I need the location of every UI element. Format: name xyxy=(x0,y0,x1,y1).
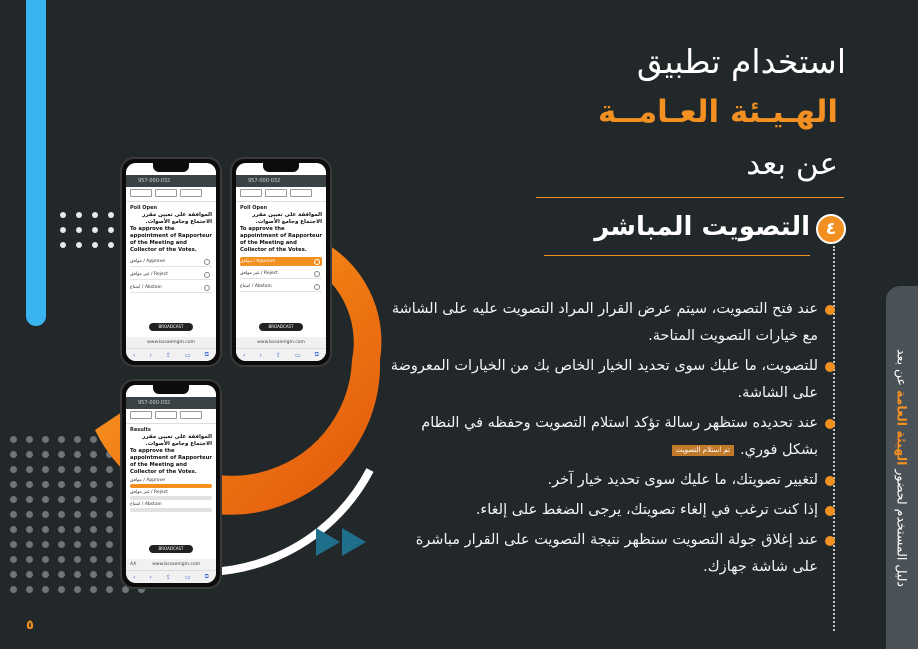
result-approve: موافق / Approve xyxy=(130,478,212,488)
share-icon[interactable]: ⇪ xyxy=(165,573,171,581)
phone-results xyxy=(120,379,222,589)
back-icon[interactable]: ‹ xyxy=(133,351,136,359)
browser-nav-bar xyxy=(236,348,326,361)
tabs-icon[interactable]: ⧉ xyxy=(204,351,209,358)
list-item xyxy=(388,497,818,524)
question-ar: الموافقة على تعيين مقرر الاجتماع وجامع الأصوات. xyxy=(142,434,212,447)
vote-option-reject[interactable]: غير موافق / Reject xyxy=(240,269,322,279)
page-number: ٥ xyxy=(26,618,34,633)
url-bar[interactable]: www.bssaemgm.com xyxy=(236,337,326,349)
share-icon[interactable]: ⇪ xyxy=(275,351,281,359)
bullet-dot xyxy=(825,362,835,372)
list-item-text: عند تحديده ستظهر رسالة تؤكد استلام التصويت وحفظه في النظام بشكل فوري. xyxy=(421,415,818,458)
text-size-label: AA xyxy=(130,562,137,567)
phone-tabs[interactable] xyxy=(126,409,216,424)
list-item xyxy=(388,410,818,464)
question-ar: الموافقة على تعيين مقرر الاجتماع وجامع الأصوات. xyxy=(142,212,212,225)
list-item xyxy=(388,353,818,407)
browser-nav-bar xyxy=(126,570,216,583)
phone-screen xyxy=(236,163,326,361)
vote-option-approve[interactable]: موافق / Approve xyxy=(130,257,212,267)
vote-option-approve-selected[interactable]: موافق / Approve xyxy=(240,257,322,266)
bullet-dot xyxy=(825,476,835,486)
heading-divider xyxy=(536,197,844,198)
question-en: To approve the appointment of Rapporteur of the Meeting and Collector of the Votes. xyxy=(240,226,322,253)
vote-option-reject[interactable]: غير موافق / Reject xyxy=(130,270,212,280)
vote-option-abstain[interactable]: امتناع / Abstain xyxy=(130,283,212,293)
list-item xyxy=(388,296,818,350)
list-item-text: للتصويت، ما عليك سوى تحديد الخيار الخاص بك من الخيارات المعروضة على الشاشة. xyxy=(390,358,818,401)
poll-open-label: Poll Open xyxy=(240,205,268,211)
side-tab-highlight: الهيئة العامة xyxy=(894,390,910,466)
forward-icon[interactable]: › xyxy=(149,573,152,581)
side-tab-label xyxy=(895,349,910,587)
url-text: www.bssaemgm.com xyxy=(152,562,201,567)
share-icon[interactable]: ⇪ xyxy=(165,351,171,359)
forward-icon[interactable]: › xyxy=(149,351,152,359)
instructions-list xyxy=(388,296,818,584)
browser-nav-bar xyxy=(126,348,216,361)
teal-arrow-1 xyxy=(316,528,340,556)
teal-arrow-2 xyxy=(342,528,366,556)
section-title: التصويت المباشر xyxy=(594,212,810,242)
heading-line-2: الهـيـئة العـامــة xyxy=(597,94,838,130)
bullet-dot xyxy=(825,305,835,315)
phone-top-bar: 957-000-032 xyxy=(126,175,216,187)
book-icon[interactable]: ▭ xyxy=(294,351,301,359)
question-ar: الموافقة على تعيين مقرر الاجتماع وجامع الأصوات. xyxy=(252,212,322,225)
list-item-text: لتغيير تصويتك، ما عليك سوى تحديد خيار آخر. xyxy=(547,472,818,488)
phone-tabs[interactable] xyxy=(126,187,216,202)
list-item-text: عند إغلاق جولة التصويت ستظهر نتيجة التصويت على القرار مباشرة على شاشة جهازك. xyxy=(415,532,818,575)
phone-notch xyxy=(153,163,189,172)
question-en: To approve the appointment of Rapporteur of the Meeting and Collector of the Votes. xyxy=(130,226,212,253)
phone-poll-open-2 xyxy=(230,157,332,367)
timeline-dotted-line xyxy=(833,246,835,631)
vote-received-tag: تم استلام التصويت xyxy=(672,445,734,456)
side-tab-prefix: دليل المستخدم لحضور xyxy=(894,469,910,587)
phone-notch xyxy=(153,385,189,394)
heading-line-1: استخدام تطبيق xyxy=(636,42,846,81)
list-item-text: عند فتح التصويت، سيتم عرض القرار المراد التصويت عليه على الشاشة مع خيارات التصويت المتاحة. xyxy=(391,301,818,344)
url-bar[interactable]: www.bssaemgm.com xyxy=(126,337,216,349)
bullet-dot xyxy=(825,506,835,516)
side-tab xyxy=(886,286,918,649)
back-icon[interactable]: ‹ xyxy=(133,573,136,581)
tabs-icon[interactable]: ⧉ xyxy=(314,351,319,358)
book-icon[interactable]: ▭ xyxy=(184,573,191,581)
section-divider xyxy=(544,255,810,256)
tabs-icon[interactable]: ⧉ xyxy=(204,573,209,580)
vote-option-abstain[interactable]: امتناع / Abstain xyxy=(240,282,322,292)
bullet-dot xyxy=(825,536,835,546)
list-item xyxy=(388,467,818,494)
phone-notch xyxy=(263,163,299,172)
broadcast-button[interactable]: BROADCAST xyxy=(149,545,193,553)
book-icon[interactable]: ▭ xyxy=(184,351,191,359)
phone-screen xyxy=(126,163,216,361)
section-number-badge: ٤ xyxy=(816,214,846,244)
heading-line-3: عن بعد xyxy=(746,146,838,182)
back-icon[interactable]: ‹ xyxy=(243,351,246,359)
broadcast-button[interactable]: BROADCAST xyxy=(149,323,193,331)
result-abstain: امتناع / Abstain xyxy=(130,502,212,512)
side-tab-suffix: عن بعد xyxy=(894,349,910,387)
phone-top-bar: 957-000-032 xyxy=(126,397,216,409)
broadcast-button[interactable]: BROADCAST xyxy=(259,323,303,331)
list-item xyxy=(388,527,818,581)
results-label: Results xyxy=(130,427,151,433)
bullet-dot xyxy=(825,419,835,429)
poll-open-label: Poll Open xyxy=(130,205,158,211)
phone-tabs[interactable] xyxy=(236,187,326,202)
phone-screen xyxy=(126,385,216,583)
forward-icon[interactable]: › xyxy=(259,351,262,359)
list-item-text: إذا كنت ترغب في إلغاء تصويتك، يرجى الضغط على إلغاء. xyxy=(475,502,818,518)
question-en: To approve the appointment of Rapporteur of the Meeting and Collector of the Votes. xyxy=(130,448,212,475)
phone-top-bar: 957-000-032 xyxy=(236,175,326,187)
phone-poll-open-1 xyxy=(120,157,222,367)
result-reject: غير موافق / Reject xyxy=(130,490,212,500)
